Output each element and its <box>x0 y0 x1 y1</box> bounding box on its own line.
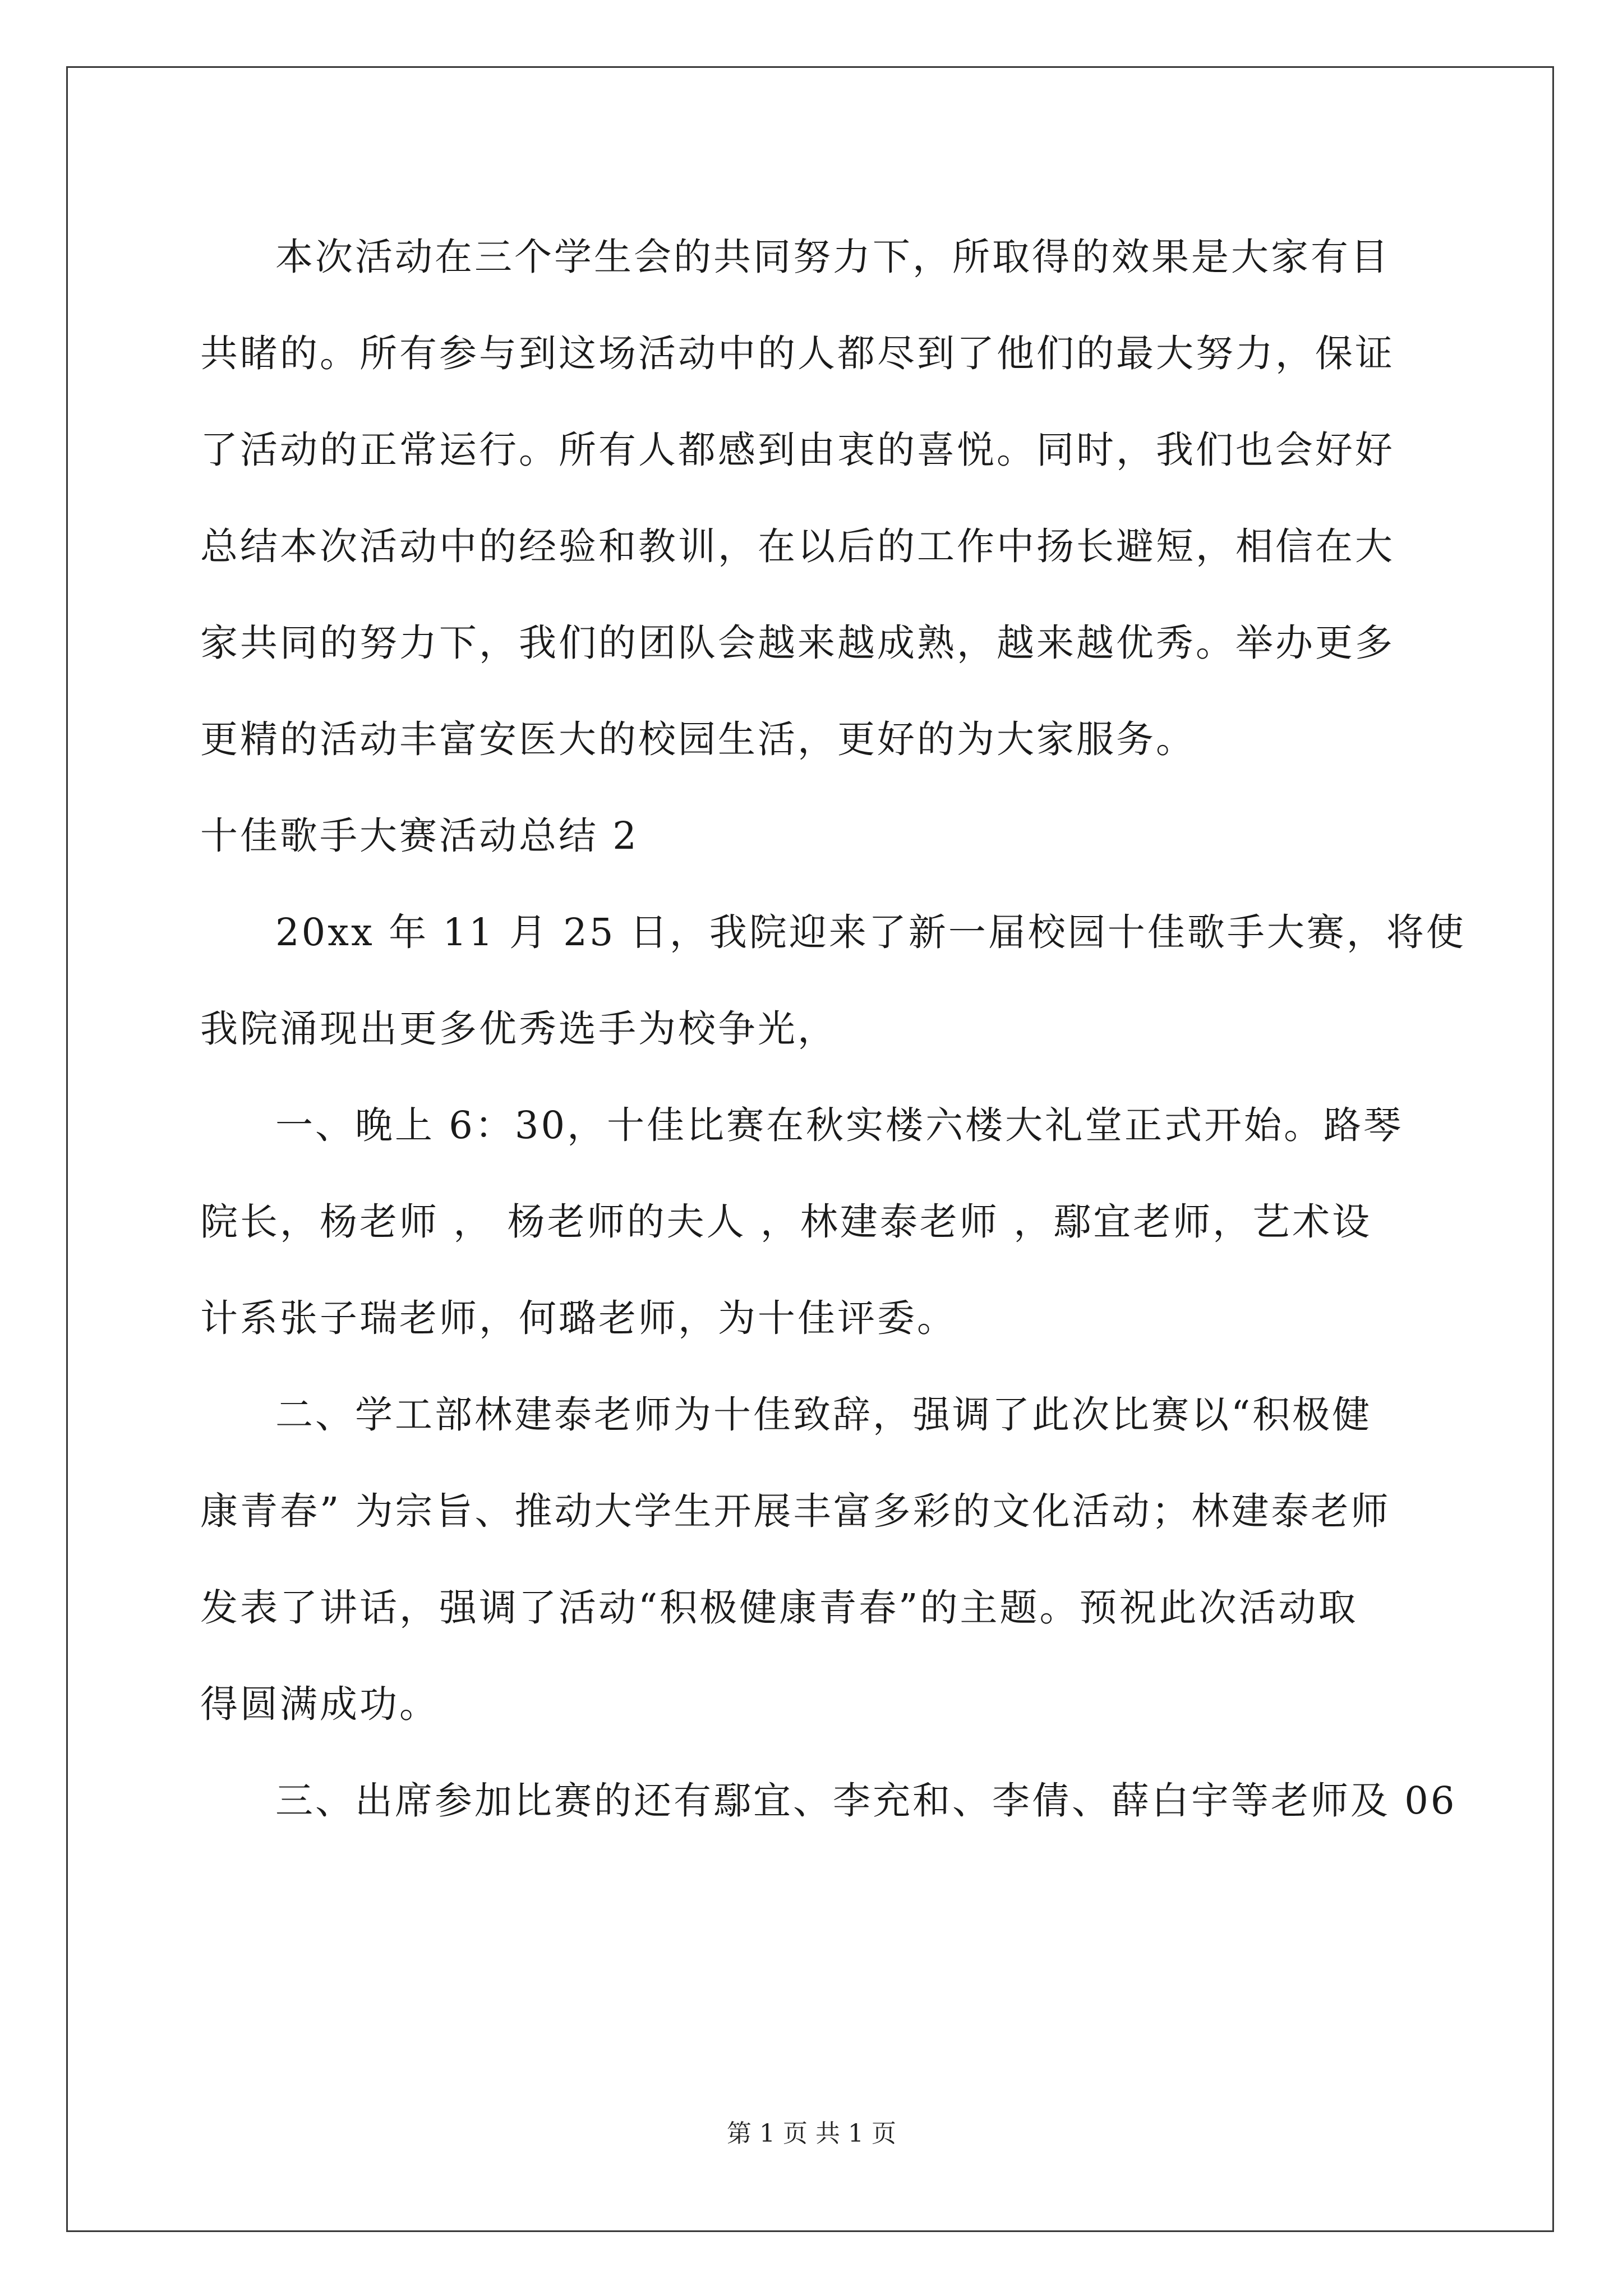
paragraph-item-three <box>200 1752 1457 1849</box>
text-line: 发表了讲话，强调了活动“积极健康青春”的主题。预祝此次活动取 <box>200 1586 1358 1630</box>
text-line: 20xx 年 11 月 25 日，我院迎来了新一届校园十佳歌手大赛，将使 <box>275 910 1466 954</box>
text-line: 计系张子瑞老师，何璐老师，为十佳评委。 <box>200 1296 957 1340</box>
text-line: 我院涌现出更多优秀选手为校争光， <box>200 1007 837 1051</box>
text-line: 院长，杨老师 ， 杨老师的夫人 ，林建泰老师 ，鄢宜老师，艺术设 <box>200 1200 1372 1244</box>
text-line: 二、学工部林建泰老师为十佳致辞，强调了此次比赛以“积极健 <box>275 1393 1372 1437</box>
text-line: 一、晚上 6：30，十佳比赛在秋实楼六楼大礼堂正式开始。路琴 <box>275 1103 1404 1147</box>
text-line: 共睹的。所有参与到这场活动中的人都尽到了他们的最大努力，保证 <box>200 332 1395 375</box>
page-number-footer: 第 1 页 共 1 页 <box>727 2119 896 2148</box>
section-heading: 十佳歌手大赛活动总结 2 <box>200 814 639 858</box>
paragraph-item-two <box>200 1366 1434 1752</box>
paragraph-item-one <box>200 1077 1434 1366</box>
text-line: 更精的活动丰富安医大的校园生活，更好的为大家服务。 <box>200 717 1196 761</box>
text-line: 了活动的正常运行。所有人都感到由衷的喜悦。同时，我们也会好好 <box>200 428 1395 472</box>
text-line: 三、出席参加比赛的还有鄢宜、李充和、李倩、薛白宇等老师及 06 <box>275 1779 1457 1823</box>
text-line: 得圆满成功。 <box>200 1682 439 1726</box>
text-line: 康青春” 为宗旨、推动大学生开展丰富多彩的文化活动；林建泰老师 <box>200 1489 1391 1533</box>
text-line: 总结本次活动中的经验和教训，在以后的工作中扬长避短，相信在大 <box>200 524 1395 568</box>
text-line: 本次活动在三个学生会的共同努力下，所取得的效果是大家有目 <box>275 235 1390 279</box>
document-body <box>200 209 1466 1849</box>
paragraph-activity-summary <box>200 209 1434 788</box>
text-line: 家共同的努力下，我们的团队会越来越成熟，越来越优秀。举办更多 <box>200 621 1395 665</box>
paragraph-intro <box>200 884 1466 1077</box>
